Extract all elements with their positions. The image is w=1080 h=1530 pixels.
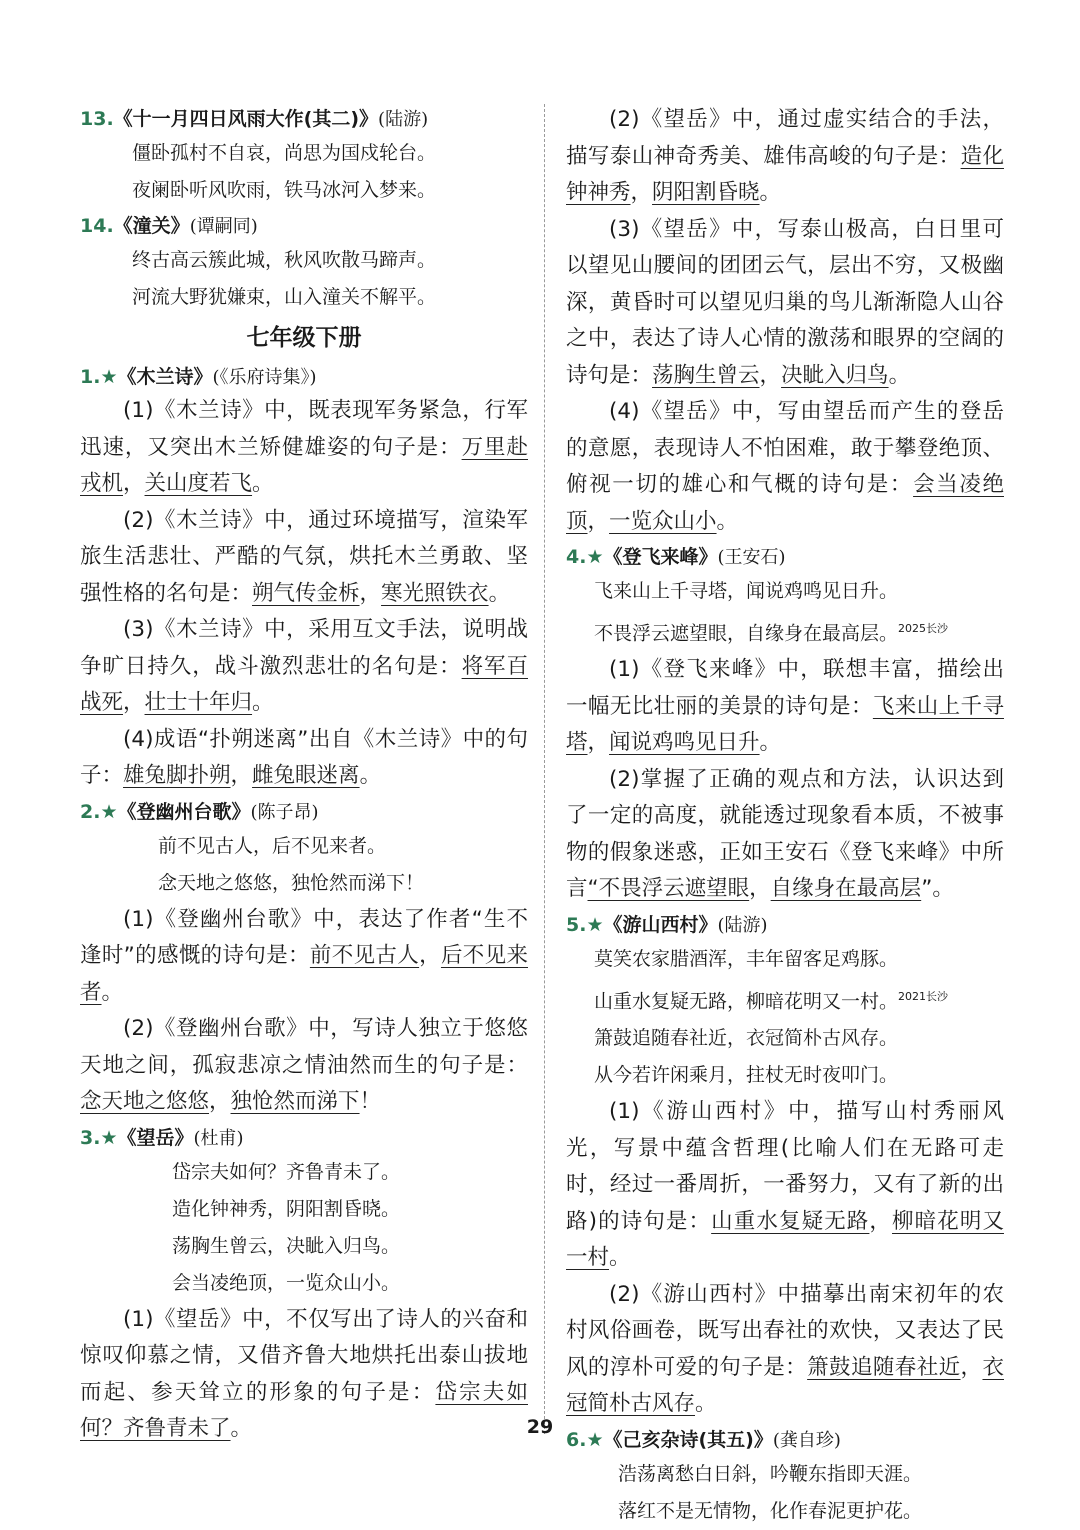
poem-title: 《登飞来峰》 — [603, 546, 718, 568]
poem-text — [80, 828, 528, 902]
answer: 念天地之悠悠 — [80, 1089, 210, 1114]
poem-author: (陈子昂) — [250, 801, 319, 823]
answer: 自缘身在最高层 — [770, 876, 922, 902]
answer: 壮士十年归 — [144, 690, 253, 715]
poem-number: 1. — [80, 366, 101, 388]
poem-text — [566, 573, 1004, 652]
poem-line: 会当凌绝顶，一览众山小。 — [172, 1271, 401, 1294]
answer: 岱宗夫如何？ — [80, 1379, 528, 1441]
poem-text — [80, 135, 528, 209]
answer: 闻说鸡鸣见日升 — [609, 730, 760, 756]
poem-title: 《己亥杂诗(其五)》 — [603, 1428, 773, 1451]
answer: 独怆然而涕下 — [230, 1089, 360, 1114]
question: (1)《游山西村》中，描写山村秀丽风光，写景中蕴含哲理(比喻人们在无路可走时，经过一番周折，一番努力，又有了新的出路)的诗句是：山重水复疑无路，柳暗花明又一村。 — [566, 1099, 1004, 1271]
poem-text — [566, 941, 1004, 1094]
poem-line: 夜阑卧听风吹雨，铁马冰河入梦来。 — [132, 179, 437, 201]
poem-author: (王安石) — [717, 547, 786, 568]
answer: 阴阳割昏晓 — [652, 180, 760, 205]
poem-line: 前不见古人，后不见来者。 — [158, 834, 387, 857]
poem-line: 箫鼓追随春社近，衣冠简朴古风存。 — [594, 1027, 899, 1050]
poem-title: 《木兰诗》 — [117, 366, 213, 388]
poem-number: 14. — [80, 215, 114, 237]
question: (1)《登飞来峰》中，联想丰富，描绘出一幅无比壮丽的美景的诗句是：飞来山上千寻塔，闻说鸡鸣见日升。 — [566, 657, 1004, 756]
poem-author: (谭嗣同) — [189, 216, 258, 237]
question: (2)《木兰诗》中，通过环境描写，渲染军旅生活悲壮、严酷的气氛，烘托木兰勇敢、坚强性格的名句是：朔气传金柝，寒光照铁衣。 — [80, 507, 528, 606]
question: (4)《望岳》中，写由望岳而产生的登岳的意愿，表现诗人不怕困难，敢于攀登绝顶、俯视一切的雄心和气概的诗句是：会当凌绝顶，一览众山小。 — [566, 399, 1004, 534]
answer: 雄兔脚扑朔 — [123, 763, 231, 788]
answer: 关山度若飞 — [144, 471, 253, 496]
poem-heading — [80, 1123, 528, 1154]
poem-line: 僵卧孤村不自哀，尚思为国戍轮台。 — [132, 142, 437, 164]
poem-title: 《十一月四日风雨大作(其二)》 — [113, 108, 379, 130]
question: (2)《游山西村》中描摹出南宋初年的农村风俗画卷，既写出春社的欢快，又表达了民风的淳朴可爱的句子是：箫鼓追随春社近，衣冠简朴古风存。 — [566, 1281, 1004, 1417]
answer: 将军百战死 — [80, 653, 528, 715]
answer: 箫鼓追随春社近 — [807, 1354, 961, 1380]
column-divider — [544, 104, 545, 1434]
poem-number: 4. — [566, 546, 587, 568]
poem-heading — [566, 542, 1004, 573]
page-number: 29 — [526, 1416, 554, 1438]
section-title: 七年级下册 — [246, 325, 362, 351]
answer: 万里赴戎机 — [80, 434, 528, 496]
answer: 寒光照铁衣 — [381, 580, 489, 606]
star-icon: ★ — [586, 913, 604, 936]
poem-number: 6. — [566, 1428, 587, 1451]
poem-line: 荡胸生曾云，决眦入归鸟。 — [172, 1234, 401, 1257]
poem-number: 2. — [80, 800, 101, 823]
answer: 荡胸生曾云 — [652, 362, 760, 388]
star-icon: ★ — [100, 366, 118, 388]
question: (1)《望岳》中，不仅写出了诗人的兴奋和惊叹仰慕之情，又借齐鲁大地烘托出泰山拔地而起、参天耸立的形象的句子是：岱宗夫如何？齐鲁青未了。 — [80, 1306, 528, 1441]
poem-title: 《望岳》 — [117, 1126, 194, 1149]
poem-line: 念天地之悠悠，独怆然而涕下！ — [158, 871, 425, 894]
poem-line: 浩荡离愁白日斜，吟鞭东指即天涯。 — [618, 1462, 923, 1485]
answer: 朔气传金柝 — [252, 580, 360, 606]
question: (3)《望岳》中，写泰山极高，白日里可以望见山腰间的团团云气，层出不穷，又极幽深，黄昏时可以望见归巢的鸟儿渐渐隐人山谷之中，表达了诗人心情的激荡和眼界的空阔的诗句是：荡胸生曾云，决眦入归鸟。 — [566, 216, 1004, 388]
poem-number: 13. — [80, 108, 114, 130]
poem-heading — [80, 362, 528, 393]
question: (4)成语“扑朔迷离”出自《木兰诗》中的句子：雄兔脚扑朔，雌兔眼迷离。 — [80, 726, 528, 788]
poem-author: (龚自珍) — [772, 1429, 841, 1451]
exam-mark: 2025长沙 — [898, 622, 949, 635]
poem-number: 5. — [566, 913, 587, 936]
question: (2)《登幽州台歌》中，写诗人独立于悠悠天地之间，孤寂悲凉之情油然而生的句子是：念天地之悠悠，独怆然而涕下！ — [80, 1016, 528, 1114]
poem-line: 终古高云簇此城，秋风吹散马蹄声。 — [132, 249, 437, 271]
star-icon: ★ — [100, 1126, 118, 1149]
star-icon: ★ — [100, 800, 118, 823]
poem-text — [80, 242, 528, 316]
question: (2)掌握了正确的观点和方法，认识达到了一定的高度，就能透过现象看本质，不被事物的假象迷惑，正如王安石《登飞来峰》中所言“不畏浮云遮望眼，自缘身在最高层”。 — [566, 766, 1004, 902]
question: (3)《木兰诗》中，采用互文手法，说明战争旷日持久，战斗激烈悲壮的名句是：将军百战死，壮士十年归。 — [80, 617, 528, 715]
poem-title: 《游山西村》 — [603, 913, 718, 936]
poem-text — [80, 1154, 528, 1302]
poem-line: 莫笑农家腊酒浑，丰年留客足鸡豚。 — [594, 947, 899, 970]
poem-text — [566, 1456, 1004, 1530]
answer: “不畏浮云遮望眼 — [587, 876, 750, 902]
poem-number: 3. — [80, 1126, 101, 1149]
poem-line: 飞来山上千寻塔，闻说鸡鸣见日升。 — [594, 580, 899, 602]
poem-title: 《登幽州台歌》 — [117, 800, 251, 823]
question: (1)《木兰诗》中，既表现军务紧急，行军迅速，又突出木兰矫健雄姿的句子是：万里赴戎机，关山度若飞。 — [80, 398, 528, 496]
answer: 雌兔眼迷离 — [252, 763, 360, 788]
poem-author: (杜甫) — [193, 1127, 244, 1149]
poem-author: (陆游) — [717, 914, 768, 936]
answer: 飞来山上千寻塔 — [566, 693, 1004, 756]
poem-title: 《潼关》 — [113, 215, 190, 237]
question: (2)《望岳》中，通过虚实结合的手法，描写泰山神奇秀美、雄伟高峻的句子是：造化钟神秀，阴阳割昏晓。 — [566, 107, 1004, 205]
poem-line: 从今若许闲乘月，拄杖无时夜叩门。 — [594, 1064, 899, 1087]
poem-line: 河流大野犹嫌束，山入潼关不解平。 — [132, 286, 437, 308]
poem-line: 不畏浮云遮望眼，自缘身在最高层。$^{2025长沙}$ — [594, 622, 949, 645]
answer: 会当凌绝顶 — [566, 472, 1004, 534]
poem-heading — [80, 797, 528, 828]
answer: 前不见古人 — [309, 943, 420, 968]
answer: 后不见来者 — [80, 943, 528, 1005]
answer: 决眦入归鸟 — [781, 362, 889, 388]
poem-line: 山重水复疑无路，柳暗花明又一村。$^{2021长沙}$ — [594, 989, 949, 1013]
answer: 山重水复疑无路 — [711, 1208, 870, 1234]
answer: 齐鲁青未了 — [123, 1416, 231, 1441]
poem-line: 落红不是无情物，化作春泥更护花。 — [618, 1499, 923, 1522]
poem-line: 造化钟神秀，阴阳割昏晓。 — [172, 1197, 401, 1220]
answer: 柳暗花明又一村 — [566, 1208, 1004, 1271]
exam-mark: 2021长沙 — [898, 989, 949, 1003]
question: (1)《登幽州台歌》中，表达了作者“生不逢时”的感慨的诗句是：前不见古人，后不见来者。 — [80, 906, 528, 1005]
star-icon: ★ — [586, 1428, 604, 1451]
left-column — [80, 102, 528, 1448]
star-icon: ★ — [586, 546, 604, 568]
right-column — [566, 102, 1004, 1530]
poem-author: (陆游) — [378, 109, 429, 130]
poem-heading — [80, 104, 528, 135]
poem-line: 岱宗夫如何？齐鲁青未了。 — [172, 1160, 401, 1183]
answer: 造化钟神秀 — [566, 143, 1004, 205]
poem-author: (《乐府诗集》) — [212, 367, 317, 388]
answer: 衣冠简朴古风存 — [566, 1354, 1004, 1417]
answer: 一览众山小 — [609, 508, 717, 534]
poem-heading — [566, 910, 1004, 941]
poem-heading — [80, 211, 528, 242]
